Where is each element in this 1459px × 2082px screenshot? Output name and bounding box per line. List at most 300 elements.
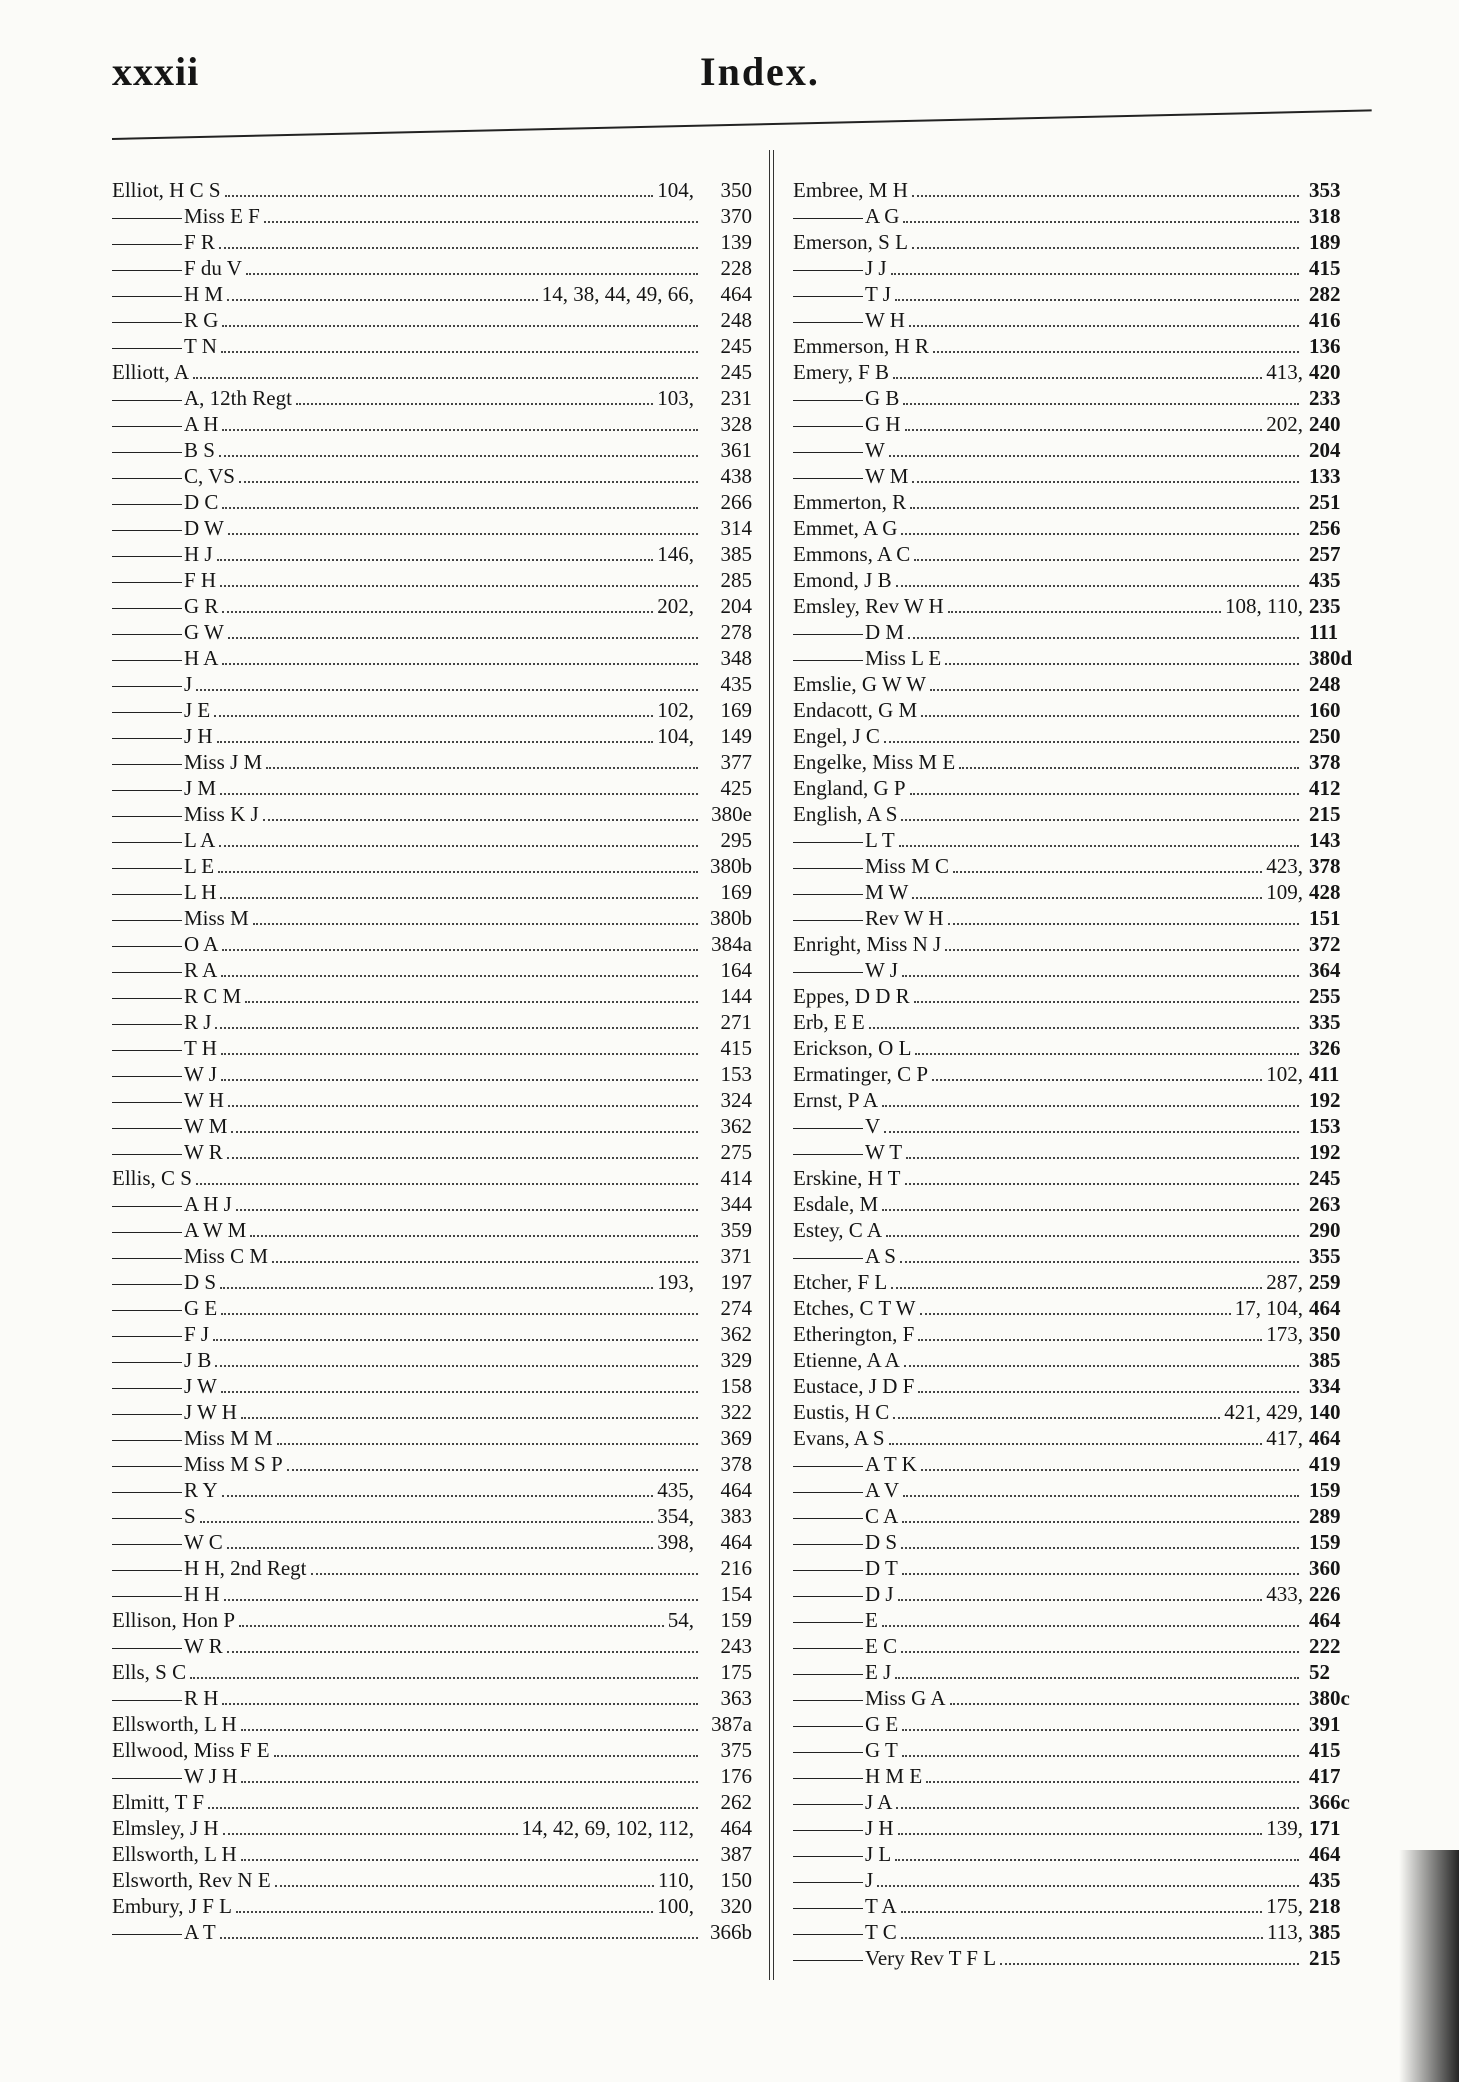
ditto-dash [112,1102,182,1103]
entry-name: T C [793,1919,897,1945]
entry-additional-pages: 413, [1266,360,1303,384]
leader-dots [287,1469,698,1471]
entry-name: Elliott, A [112,360,190,384]
entry-additional-pages: 102, [1266,1062,1303,1086]
entry-page: 464 [720,1816,752,1840]
index-entry [793,359,1353,385]
leader-dots [882,1625,1299,1627]
index-entry [112,983,752,1009]
entry-page: 375 [720,1738,752,1762]
leader-dots [296,403,653,405]
index-entry [793,1529,1353,1555]
leader-dots [236,1209,698,1211]
leader-dots [241,1729,698,1731]
entry-page: 169 [720,880,752,904]
index-entry [793,749,1353,775]
ditto-dash [793,1596,863,1597]
index-entry [793,385,1353,411]
index-entry [793,1555,1353,1581]
index-entry [112,645,752,671]
ditto-dash [793,1570,863,1571]
leader-dots [882,1105,1299,1107]
index-entry [793,619,1353,645]
entry-name: H H, 2nd Regt [112,1555,307,1581]
entry-name: W M [112,1113,227,1139]
entry-additional-pages: 421, 429, [1224,1400,1303,1424]
entry-name: Etches, C T W [793,1296,916,1320]
index-entry [793,489,1353,515]
entry-name: T N [112,333,217,359]
leader-dots [222,611,653,613]
index-entry [793,229,1353,255]
index-entry [112,203,752,229]
index-entry [112,1295,752,1321]
ditto-dash [112,608,182,609]
index-entry [793,1685,1353,1711]
leader-dots [903,221,1299,223]
index-entry [112,931,752,957]
entry-page: 387a [711,1712,752,1736]
index-entry [793,1113,1353,1139]
entry-page: 228 [720,256,752,280]
leader-dots [953,871,1262,873]
entry-name: R C M [112,983,241,1009]
leader-dots [901,1651,1299,1653]
leader-dots [215,1365,698,1367]
entry-name: V [793,1113,880,1139]
index-entry [112,1529,752,1555]
leader-dots [227,1651,698,1653]
leader-dots [882,1209,1299,1211]
leader-dots [190,1677,698,1679]
entry-name: Engelke, Miss M E [793,750,956,774]
index-entry [112,723,752,749]
ditto-dash [112,478,182,479]
leader-dots [275,1885,654,1887]
index-entry [793,879,1353,905]
header-rule [112,109,1372,140]
ditto-dash [112,322,182,323]
index-entry [793,1945,1353,1971]
entry-page: 159 [1309,1530,1341,1554]
index-entry [112,1555,752,1581]
entry-page: 417 [1309,1764,1341,1788]
entry-page: 248 [720,308,752,332]
leader-dots [218,871,698,873]
leader-dots [901,533,1299,535]
ditto-dash [112,972,182,973]
leader-dots [227,299,538,301]
ditto-dash [112,426,182,427]
leader-dots [219,455,698,457]
entry-additional-pages: 109, [1266,880,1303,904]
entry-name: J [793,1867,873,1893]
entry-name: S [112,1503,196,1529]
ditto-dash [793,842,863,843]
ditto-dash [112,1440,182,1441]
entry-page: 240 [1309,412,1341,436]
leader-dots [221,1391,698,1393]
leader-dots [264,221,698,223]
entry-name: Ells, S C [112,1660,187,1684]
entry-page: 420 [1309,360,1341,384]
entry-page: 257 [1309,542,1341,566]
leader-dots [912,481,1299,483]
entry-name: Evans, A S [793,1426,885,1450]
entry-name: F R [112,229,215,255]
entry-name: W M [793,463,908,489]
ditto-dash [112,1206,182,1207]
index-entry [793,463,1353,489]
index-entry [793,853,1353,879]
ditto-dash [112,1492,182,1493]
index-entry [793,1867,1353,1893]
entry-name: Enright, Miss N J [793,932,942,956]
entry-name: Emery, F B [793,360,890,384]
entry-name: R Y [112,1477,218,1503]
ditto-dash [112,686,182,687]
entry-page: 322 [720,1400,752,1424]
leader-dots [918,1391,1299,1393]
leader-dots [901,1547,1299,1549]
entry-page: 355 [1309,1244,1341,1268]
index-entry [112,515,752,541]
leader-dots [219,247,698,249]
index-entry [793,437,1353,463]
entry-page: 369 [720,1426,752,1450]
entry-page: 263 [1309,1192,1341,1216]
ditto-dash [112,1414,182,1415]
entry-name: Ellsworth, L H [112,1712,237,1736]
entry-name: Miss E F [112,203,260,229]
entry-page: 133 [1309,464,1341,488]
entry-additional-pages: 102, [657,698,694,722]
ditto-dash [112,1934,182,1935]
entry-name: M W [793,879,908,905]
entry-additional-pages: 435, [657,1478,694,1502]
entry-name: Miss C M [112,1243,268,1269]
leader-dots [891,1287,1262,1289]
entry-additional-pages: 417, [1266,1426,1303,1450]
entry-page: 384a [711,932,752,956]
entry-page: 377 [720,750,752,774]
leader-dots [904,1365,1299,1367]
index-entry [793,1841,1353,1867]
entry-name: J W [112,1373,217,1399]
leader-dots [901,819,1299,821]
index-entry [793,983,1353,1009]
entry-page: 245 [720,360,752,384]
entry-additional-pages: 146, [657,542,694,566]
entry-name: Emmet, A G [793,516,898,540]
entry-name: Emerson, S L [793,230,908,254]
entry-name: J E [112,697,210,723]
entry-page: 415 [720,1036,752,1060]
column-divider [769,150,774,1980]
leader-dots [208,1807,698,1809]
entry-name: Engel, J C [793,724,880,748]
leader-dots [914,559,1299,561]
entry-name: D W [112,515,224,541]
leader-dots [902,1573,1299,1575]
entry-page: 160 [1309,698,1341,722]
index-entry [793,1373,1353,1399]
leader-dots [899,845,1299,847]
index-entry [112,1633,752,1659]
entry-page: 235 [1309,594,1341,618]
entry-page: 251 [1309,490,1341,514]
ditto-dash [112,1388,182,1389]
index-entry [793,1295,1353,1321]
leader-dots [898,1833,1263,1835]
entry-page: 464 [720,1530,752,1554]
leader-dots [912,247,1299,249]
ditto-dash [112,920,182,921]
index-entry [793,1243,1353,1269]
entry-page: 435 [1309,1868,1341,1892]
entry-page: 328 [720,412,752,436]
ditto-dash [112,556,182,557]
leader-dots [214,715,653,717]
entry-name: J [112,671,192,697]
entry-name: G E [112,1295,217,1321]
leader-dots [222,949,698,951]
ditto-dash [112,530,182,531]
entry-additional-pages: 108, 110, [1225,594,1303,618]
leader-dots [241,1859,698,1861]
ditto-dash [112,738,182,739]
leader-dots [901,1911,1263,1913]
leader-dots [213,1339,698,1341]
entry-page: 380d [1309,646,1353,670]
leader-dots [933,351,1299,353]
leader-dots [200,1521,654,1523]
entry-name: L T [793,827,895,853]
leader-dots [222,507,698,509]
index-entry [793,957,1353,983]
entry-name: Erb, E E [793,1010,865,1034]
entry-page: 438 [720,464,752,488]
index-entry [112,801,752,827]
ditto-dash [112,1232,182,1233]
entry-additional-pages: 139, [1266,1816,1303,1840]
ditto-dash [793,218,863,219]
entry-page: 158 [720,1374,752,1398]
index-entry [112,1347,752,1373]
leader-dots [869,1027,1299,1029]
entry-name: D S [793,1529,897,1555]
index-entry [793,1789,1353,1815]
ditto-dash [112,868,182,869]
leader-dots [896,585,1299,587]
entry-page: 164 [720,958,752,982]
entry-name: A, 12th Regt [112,385,292,411]
index-entry [112,1763,752,1789]
ditto-dash [793,296,863,297]
leader-dots [222,325,698,327]
entry-page: 250 [1309,724,1341,748]
entry-name: Esdale, M [793,1192,879,1216]
entry-additional-pages: 14, 42, 69, 102, 112, [521,1816,694,1840]
ditto-dash [112,1024,182,1025]
ditto-dash [793,1128,863,1129]
entry-page: 350 [1309,1322,1341,1346]
entry-name: G R [112,593,218,619]
entry-page: 350 [720,178,752,202]
leader-dots [912,195,1299,197]
entry-page: 271 [720,1010,752,1034]
entry-page: 387 [720,1842,752,1866]
entry-page: 353 [1309,178,1341,202]
entry-name: J H [112,723,213,749]
index-entry [112,1893,752,1919]
index-entry [793,1425,1353,1451]
index-entry [112,1113,752,1139]
index-entry [793,1477,1353,1503]
ditto-dash [793,1882,863,1883]
ditto-dash [112,296,182,297]
entry-name: E C [793,1633,897,1659]
leader-dots [877,1885,1299,1887]
entry-page: 414 [720,1166,752,1190]
leader-dots [236,1911,653,1913]
entry-page: 348 [720,646,752,670]
entry-page: 428 [1309,880,1341,904]
leader-dots [241,1417,698,1419]
entry-name: W R [112,1139,223,1165]
entry-name: T H [112,1035,217,1061]
leader-dots [921,715,1299,717]
entry-name: Emmons, A C [793,542,911,566]
leader-dots [945,663,1299,665]
leader-dots [893,1417,1220,1419]
entry-page: 248 [1309,672,1341,696]
entry-page: 464 [1309,1426,1341,1450]
leader-dots [902,1755,1299,1757]
leader-dots [926,1781,1299,1783]
entry-name: E J [793,1659,891,1685]
ditto-dash [112,1362,182,1363]
entry-name: C A [793,1503,898,1529]
entry-page: 378 [1309,750,1341,774]
entry-name: Miss M C [793,853,949,879]
entry-page: 159 [1309,1478,1341,1502]
entry-additional-pages: 104, [657,724,694,748]
entry-page: 216 [720,1556,752,1580]
entry-name: Elmsley, J H [112,1816,219,1840]
leader-dots [221,1079,698,1081]
index-entry [112,1269,752,1295]
leader-dots [914,1001,1299,1003]
ditto-dash [793,1622,863,1623]
entry-page: 140 [1309,1400,1341,1424]
entry-page: 144 [720,984,752,1008]
index-entry [793,1763,1353,1789]
entry-name: H M E [793,1763,922,1789]
entry-name: Miss G A [793,1685,946,1711]
entry-additional-pages: 110, [658,1868,694,1892]
entry-page: 380e [711,802,752,826]
index-entry [793,1191,1353,1217]
leader-dots [222,1703,698,1705]
entry-name: A H [112,411,218,437]
leader-dots [905,1183,1299,1185]
entry-page: 215 [1309,1946,1341,1970]
ditto-dash [793,1518,863,1519]
leader-dots [219,845,698,847]
ditto-dash [112,764,182,765]
ditto-dash [112,244,182,245]
entry-name: Elmitt, T F [112,1790,204,1814]
ditto-dash [112,1596,182,1597]
ditto-dash [793,1700,863,1701]
entry-page: 278 [720,620,752,644]
entry-name: Eustis, H C [793,1400,890,1424]
index-entry [112,1789,752,1815]
ditto-dash [112,1518,182,1519]
leader-dots [921,1469,1299,1471]
leader-dots [884,1131,1299,1133]
entry-name: W C [112,1529,223,1555]
entry-page: 372 [1309,932,1341,956]
index-entry [793,1893,1353,1919]
index-entry [793,1061,1353,1087]
leader-dots [277,1443,698,1445]
entry-page: 370 [720,204,752,228]
leader-dots [932,1079,1262,1081]
leader-dots [221,351,698,353]
entry-page: 215 [1309,802,1341,826]
ditto-dash [112,504,182,505]
entry-page: 380b [710,906,752,930]
entry-name: G T [793,1737,898,1763]
index-entry [112,593,752,619]
leader-dots [228,637,698,639]
leader-dots [906,1157,1299,1159]
index-column-right [793,177,1353,1971]
ditto-dash [112,1570,182,1571]
ditto-dash [793,1908,863,1909]
entry-name: Emmerton, R [793,490,907,514]
leader-dots [902,1521,1299,1523]
index-entry [112,1815,752,1841]
entry-name: H J [112,541,213,567]
leader-dots [220,793,698,795]
entry-page: 150 [720,1868,752,1892]
leader-dots [886,1235,1299,1237]
entry-page: 359 [720,1218,752,1242]
leader-dots [908,637,1299,639]
entry-page: 151 [1309,906,1341,930]
entry-name: D S [112,1269,216,1295]
entry-page: 245 [1309,1166,1341,1190]
index-entry [793,1711,1353,1737]
index-entry [112,1425,752,1451]
entry-page: 204 [1309,438,1341,462]
index-entry [112,1685,752,1711]
entry-page: 274 [720,1296,752,1320]
leader-dots [220,897,698,899]
ditto-dash [112,1648,182,1649]
entry-name: J M [112,775,216,801]
entry-additional-pages: 423, [1266,854,1303,878]
ditto-dash [793,1492,863,1493]
entry-page: 435 [1309,568,1341,592]
entry-name: Erskine, H T [793,1166,901,1190]
entry-name: J A [793,1789,892,1815]
ditto-dash [112,894,182,895]
leader-dots [245,1001,698,1003]
